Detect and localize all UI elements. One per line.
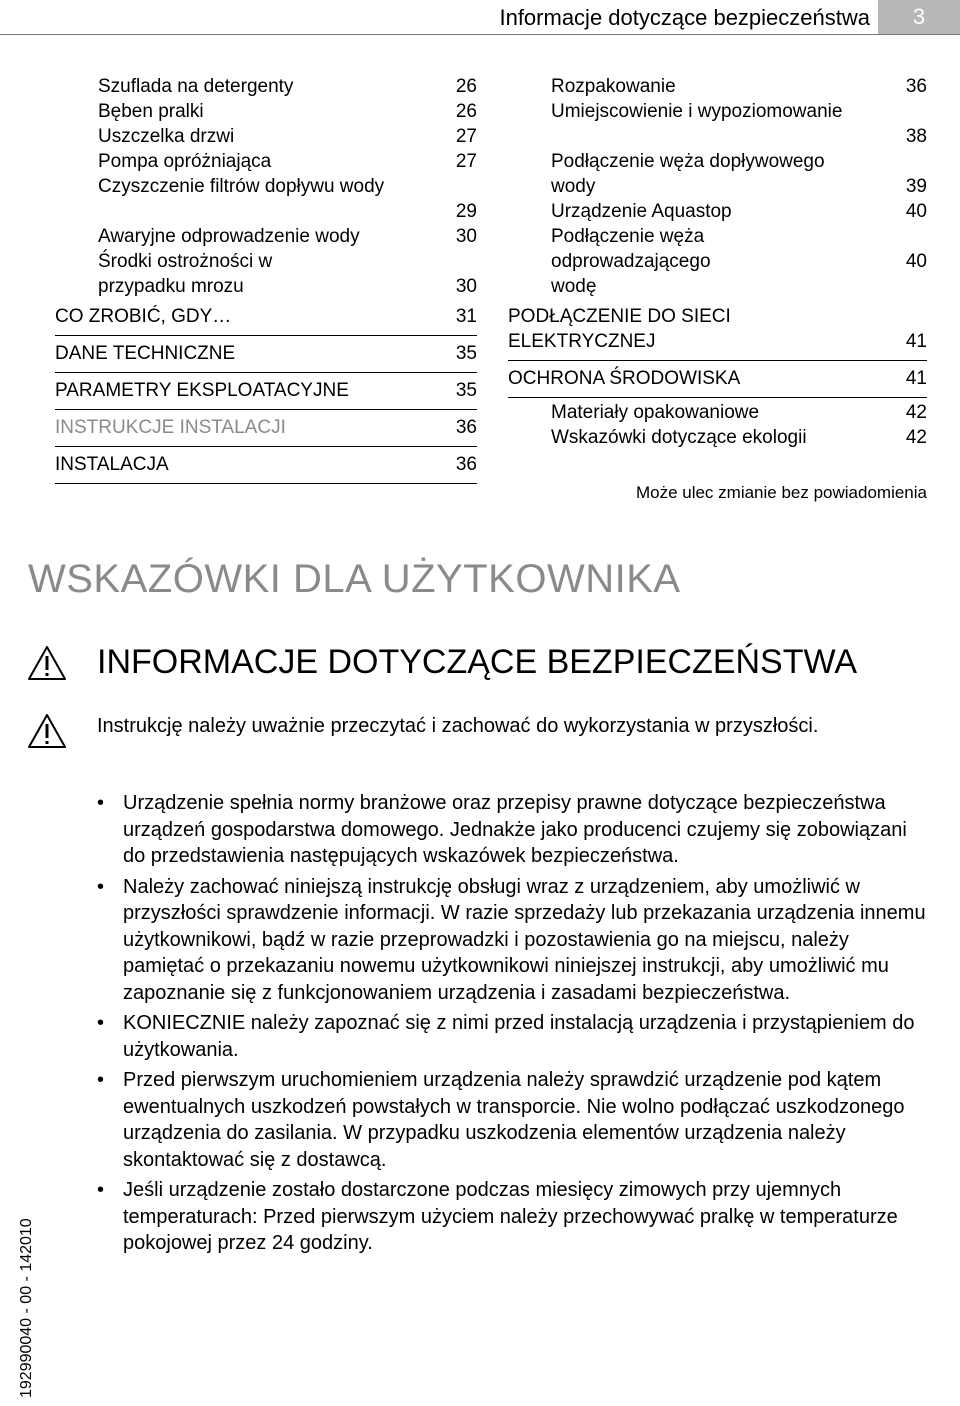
page-number: 3 (912, 4, 926, 29)
toc-main-entry[interactable] (55, 373, 477, 410)
toc-entry-page: 40 (905, 251, 927, 272)
header-title: Informacje dotyczące bezpieczeństwa (499, 5, 870, 30)
toc-entry-page: 40 (905, 201, 927, 222)
toc-entry-page: 42 (905, 402, 927, 423)
toc-entry-label: Czyszczenie filtrów dopływu wody (98, 176, 385, 197)
toc-entry-page: 41 (905, 331, 927, 352)
toc-entry-label: PARAMETRY EKSPLOATACYJNE (55, 380, 349, 401)
toc-main-entry[interactable] (55, 447, 477, 484)
toc-entry-page: 30 (455, 276, 477, 297)
toc-main-entry[interactable] (508, 361, 927, 398)
toc-entry-page: 31 (455, 306, 477, 327)
toc-entry-page: 26 (455, 101, 477, 122)
toc-entry-label: Pompa opróżniająca (98, 151, 272, 172)
toc-entry-label: Rozpakowanie (551, 76, 676, 97)
bullet-icon: • (97, 1069, 105, 1091)
document-id: 192990040 - 00 - 142010 (18, 1218, 35, 1398)
toc-entry-label: Uszczelka drzwi (98, 126, 235, 147)
toc-entry-label: Urządzenie Aquastop (551, 201, 732, 222)
safety-bullet-list (97, 790, 927, 1261)
list-item (97, 1010, 927, 1063)
toc-entry-label: Szuflada na detergenty (98, 76, 294, 97)
toc-entry-page: 35 (455, 380, 477, 401)
change-notice: Może ulec zmianie bez powiadomienia (635, 483, 927, 502)
toc-entry-page: 29 (455, 201, 477, 222)
toc-entry[interactable] (55, 99, 477, 124)
toc-right-column (508, 74, 927, 450)
section-title: WSKAZÓWKI DLA UŻYTKOWNIKA (28, 557, 681, 601)
toc-entry[interactable] (508, 224, 927, 299)
toc-entry-page: 27 (455, 151, 477, 172)
toc-entry[interactable] (55, 149, 477, 174)
toc-entry[interactable] (508, 74, 927, 99)
toc-entry-label: OCHRONA ŚRODOWISKA (508, 368, 741, 389)
list-item-text: Jeśli urządzenie zostało dostarczone podczas miesięcy zimowych przy ujemnych temperaturach: Przed pierwszym użyciem należy przechowywać pralkę w temperaturze pokojowej przez 24 godziny. (123, 1179, 898, 1254)
toc-entry-label: Podłączenie węża dopływowego wody (551, 151, 825, 197)
toc-entry[interactable] (508, 99, 927, 149)
toc-entry[interactable] (508, 199, 927, 224)
toc-entry-page: 36 (905, 76, 927, 97)
toc-entry-page: 36 (455, 417, 477, 438)
toc-entry-page: 41 (905, 368, 927, 389)
toc-entry-label: Podłączenie węża odprowadzającego wodę (551, 226, 711, 297)
toc-entry-page: 39 (905, 176, 927, 197)
toc-entry[interactable] (508, 425, 927, 450)
list-item-text: Należy zachować niniejszą instrukcję obsługi wraz z urządzeniem, aby umożliwić w przyszłości sprawdzenie informacji. W razie sprzedaży lub przekazania urządzenia innemu użytkownikowi, bądź w razie przeprowadzki i pozostawienia go na miejscu, należy pamiętać o przekazaniu nowemu użytkownikowi niniejszej instrukcji, aby umożliwić mu zapoznanie się z funkcjonowaniem urządzenia i zasadami bezpieczeństwa. (123, 875, 926, 1004)
header-rule (0, 34, 960, 35)
toc-main-entry[interactable] (508, 299, 927, 361)
list-item (97, 1177, 927, 1257)
toc-entry-page: 30 (455, 226, 477, 247)
subsection-title: INFORMACJE DOTYCZĄCE BEZPIECZEŃSTWA (97, 643, 858, 681)
toc-entry-label: INSTRUKCJE INSTALACJI (55, 417, 286, 438)
toc-entry-page: 36 (455, 454, 477, 475)
toc-entry[interactable] (508, 400, 927, 425)
bullet-icon: • (97, 1179, 105, 1201)
toc-main-entry[interactable] (55, 336, 477, 373)
list-item-text: Przed pierwszym uruchomieniem urządzenia należy sprawdzić urządzenie pod kątem ewentualnych uszkodzeń powstałych w transporcie. Nie wolno podłączać uszkodzonego urządzenia do zasilania. W przypadku uszkodzenia elementów urządzenia należy skontaktować się z dostawcą. (123, 1069, 905, 1171)
page-number-box (878, 0, 960, 34)
toc-entry[interactable] (55, 74, 477, 99)
toc-entry[interactable] (55, 174, 477, 224)
toc-entry-label: DANE TECHNICZNE (55, 343, 236, 364)
bullet-icon: • (97, 875, 105, 898)
toc-entry[interactable] (508, 149, 927, 199)
list-item-text: KONIECZNIE należy zapoznać się z nimi przed instalacją urządzenia i przystąpieniem do użytkowania. (123, 1012, 915, 1061)
toc-entry-label: Awaryjne odprowadzenie wody (98, 226, 360, 247)
toc-entry-label: CO ZROBIĆ, GDY… (55, 306, 232, 327)
list-item-text: Urządzenie spełnia normy branżowe oraz przepisy prawne dotyczące bezpieczeństwa urządzeń gospodarstwa domowego. Jednakże jako producenci czujemy się zobowiązani do przedstawienia następujących wskazówek bezpieczeństwa. (123, 792, 907, 867)
bullet-icon: • (97, 792, 105, 814)
list-item (97, 790, 927, 870)
bullet-icon: • (97, 1012, 105, 1034)
toc-entry-page: 27 (455, 126, 477, 147)
toc-entry[interactable] (55, 249, 477, 299)
toc-entry[interactable] (55, 224, 477, 249)
toc-entry-page: 35 (455, 343, 477, 364)
toc-entry-page: 26 (455, 76, 477, 97)
toc-entry-label: Wskazówki dotyczące ekologii (551, 427, 807, 448)
intro-text: Instrukcję należy uważnie przeczytać i zachować do wykorzystania w przyszłości. (97, 715, 819, 737)
toc-entry-label: Umiejscowienie i wypoziomowanie (551, 101, 843, 122)
toc-entry-label: Środki ostrożności w przypadku mrozu (98, 251, 273, 297)
page-header (0, 0, 960, 34)
toc-entry-page: 38 (905, 126, 927, 147)
list-item (97, 1067, 927, 1173)
toc-entry-label: Bęben pralki (98, 101, 204, 122)
toc-entry-page: 42 (905, 427, 927, 448)
warning-triangle-icon (27, 645, 67, 681)
warning-triangle-icon (27, 713, 67, 749)
toc-main-entry[interactable] (55, 299, 477, 336)
toc-entry-label: INSTALACJA (55, 454, 169, 475)
toc-main-entry[interactable] (55, 410, 477, 447)
toc-left-column (55, 74, 477, 484)
toc-entry[interactable] (55, 124, 477, 149)
list-item (97, 874, 927, 1007)
toc-entry-label: PODŁĄCZENIE DO SIECI ELEKTRYCZNEJ (508, 306, 731, 352)
toc-entry-label: Materiały opakowaniowe (551, 402, 760, 423)
